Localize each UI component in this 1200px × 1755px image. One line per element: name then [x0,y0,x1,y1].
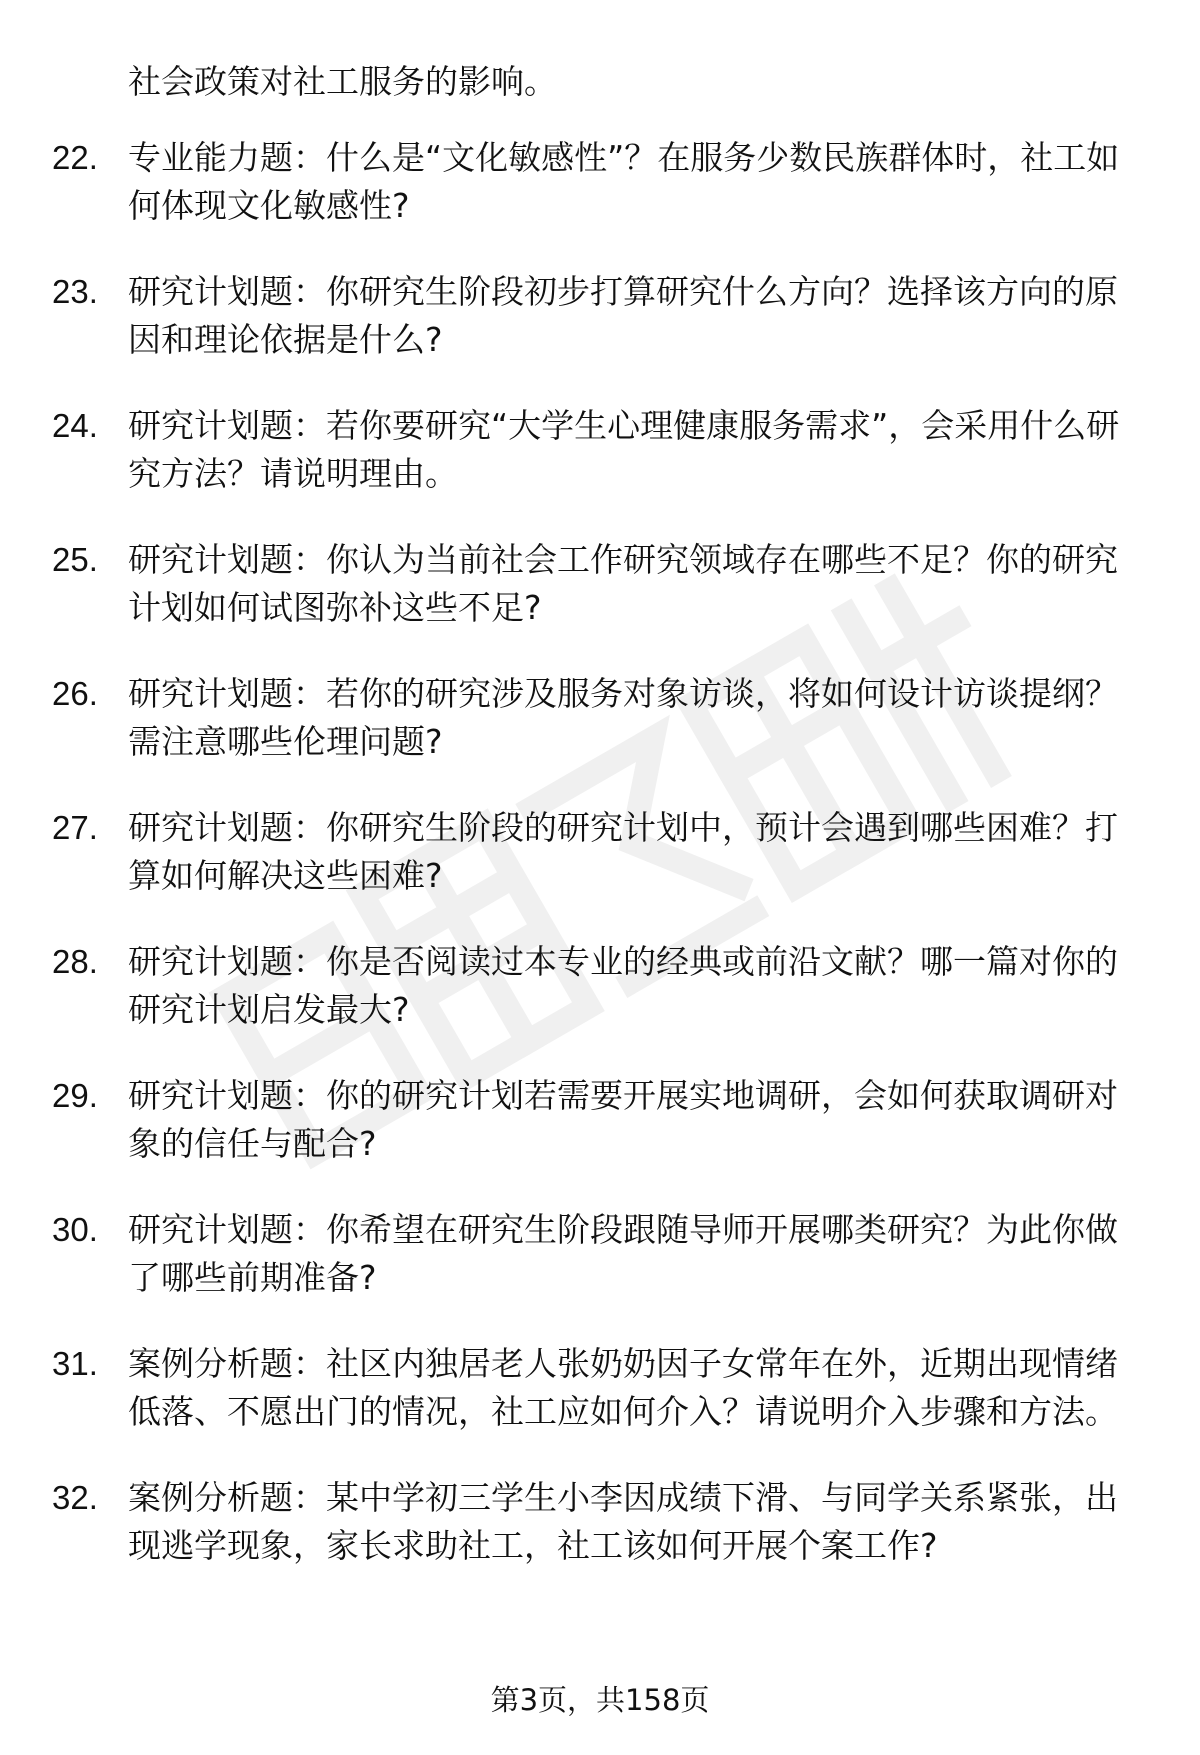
question-list [0,134,1200,1608]
list-item [0,670,1200,766]
question-text: 案例分析题：社区内独居老人张奶奶因子女常年在外，近期出现情绪低落、不愿出门的情况，社工应如何介入？请说明介入步骤和方法。 [128,1344,1118,1431]
list-item [0,268,1200,364]
question-text: 研究计划题：你希望在研究生阶段跟随导师开展哪类研究？为此你做了哪些前期准备? [128,1210,1118,1297]
question-text: 研究计划题：若你要研究“大学生心理健康服务需求”，会采用什么研究方法？请说明理由。 [128,406,1120,493]
question-number: 26. [52,675,98,712]
list-item [0,536,1200,632]
question-text: 研究计划题：你研究生阶段初步打算研究什么方向？选择该方向的原因和理论依据是什么? [128,272,1118,359]
list-item [0,134,1200,230]
question-number: 25. [52,541,98,578]
question-text: 研究计划题：你是否阅读过本专业的经典或前沿文献？哪一篇对你的研究计划启发最大? [128,942,1118,1029]
list-item [0,1340,1200,1436]
question-text: 案例分析题：某中学初三学生小李因成绩下滑、与同学关系紧张，出现逃学现象，家长求助社工，社工该如何开展个案工作? [128,1478,1118,1565]
question-number: 27. [52,809,98,846]
page-footer: 第3页，共158页 [490,1683,710,1717]
question-text: 研究计划题：你研究生阶段的研究计划中，预计会遇到哪些困难？打算如何解决这些困难? [128,808,1118,895]
list-item [0,804,1200,900]
question-number: 28. [52,943,98,980]
list-item [0,1474,1200,1570]
list-item [0,402,1200,498]
continued-answer-line: 社会政策对社工服务的影响。 [128,62,557,101]
question-text: 研究计划题：你认为当前社会工作研究领域存在哪些不足？你的研究计划如何试图弥补这些不足? [128,540,1118,627]
list-item [0,1206,1200,1302]
question-number: 32. [52,1479,98,1516]
question-number: 23. [52,273,98,310]
list-item [0,938,1200,1034]
question-text: 研究计划题：你的研究计划若需要开展实地调研，会如何获取调研对象的信任与配合? [128,1076,1118,1163]
question-number: 24. [52,407,98,444]
question-number: 29. [52,1077,98,1114]
question-text: 专业能力题：什么是“文化敏感性”？在服务少数民族群体时，社工如何体现文化敏感性? [128,138,1120,225]
question-number: 30. [52,1211,98,1248]
question-number: 31. [52,1345,98,1382]
question-text: 研究计划题：若你的研究涉及服务对象访谈，将如何设计访谈提纲？需注意哪些伦理问题? [128,674,1118,761]
list-item [0,1072,1200,1168]
question-number: 22. [52,139,98,176]
